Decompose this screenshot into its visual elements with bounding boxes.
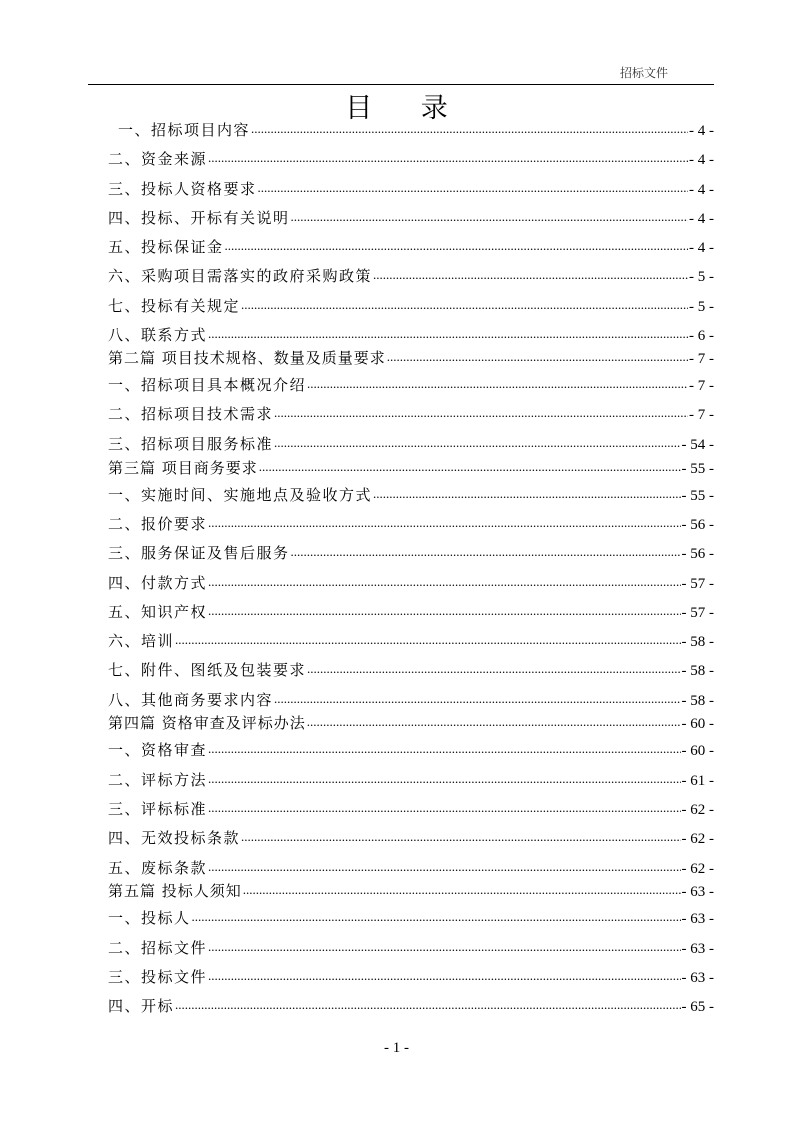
toc-entry-page: - 63 - <box>681 941 714 957</box>
toc-entry-page: - 4 - <box>689 182 714 198</box>
toc-entry-page: - 60 - <box>681 716 714 732</box>
toc-entry-page: - 57 - <box>681 576 714 592</box>
toc-entry-label: 二、评标方法 <box>108 771 208 789</box>
toc-dot-leader <box>208 859 680 875</box>
toc-entry-page: - 56 - <box>681 546 714 562</box>
toc-entry[interactable] <box>108 432 714 454</box>
toc-entry[interactable] <box>108 688 714 710</box>
toc-entry-page: - 63 - <box>681 911 714 927</box>
toc-dot-leader <box>274 435 680 451</box>
toc-entry-page: - 55 - <box>681 488 714 504</box>
toc-entry[interactable] <box>108 738 714 760</box>
toc-entry-page: - 6 - <box>689 328 714 344</box>
toc-entry-label: 五、知识产权 <box>108 603 208 621</box>
toc-entry-label: 四、投标、开标有关说明 <box>108 209 290 227</box>
toc-dot-leader <box>208 515 680 531</box>
toc-entry-label: 二、资金来源 <box>108 150 208 168</box>
toc-entry-label: 第四篇 资格审查及评标办法 <box>108 714 306 732</box>
toc-dot-leader <box>225 238 688 254</box>
toc-entry-page: - 58 - <box>681 693 714 709</box>
toc-entry[interactable] <box>108 402 714 424</box>
toc-entry-label: 一、投标人 <box>108 909 191 927</box>
toc-dot-leader <box>175 632 680 648</box>
toc-dot-leader <box>259 459 681 475</box>
toc-entry-label: 五、投标保证金 <box>108 238 224 256</box>
toc-entry-page: - 7 - <box>689 351 714 367</box>
toc-entry-label: 三、服务保证及售后服务 <box>108 544 290 562</box>
toc-dot-leader <box>175 997 680 1013</box>
toc-entry[interactable] <box>108 294 714 316</box>
toc-entry-page: - 62 - <box>681 831 714 847</box>
toc-dot-leader <box>192 909 681 925</box>
toc-dot-leader <box>373 486 680 502</box>
toc-entry[interactable] <box>108 512 714 534</box>
toc-entry-label: 一、实施时间、实施地点及验收方式 <box>108 486 373 504</box>
toc-entry[interactable] <box>108 994 714 1016</box>
toc-entry-page: - 5 - <box>689 269 714 285</box>
toc-entry-page: - 58 - <box>681 663 714 679</box>
toc-entry-page: - 62 - <box>681 802 714 818</box>
toc-entry-label: 二、招标项目技术需求 <box>108 405 274 423</box>
toc-entry-label: 第五篇 投标人须知 <box>108 882 242 900</box>
toc-entry-label: 三、招标项目服务标准 <box>108 435 274 453</box>
toc-entry-page: - 56 - <box>681 517 714 533</box>
toc-entry-label: 一、资格审查 <box>108 741 208 759</box>
toc-entry[interactable] <box>108 856 714 878</box>
toc-entry-page: - 5 - <box>689 299 714 315</box>
toc-dot-leader <box>208 968 680 984</box>
toc-entry-page: - 55 - <box>681 461 714 477</box>
toc-entry[interactable] <box>108 906 714 928</box>
toc-entry-label: 三、投标文件 <box>108 968 208 986</box>
toc-entry[interactable] <box>108 346 714 368</box>
toc-entry-label: 四、开标 <box>108 997 175 1015</box>
toc-dot-leader <box>243 882 681 898</box>
toc-entry[interactable] <box>108 235 714 257</box>
toc-entry-page: - 57 - <box>681 605 714 621</box>
toc-dot-leader <box>291 209 688 225</box>
toc-entry-page: - 4 - <box>689 123 714 139</box>
running-header-label: 招标文件 <box>620 66 669 80</box>
toc-dot-leader <box>274 405 688 421</box>
toc-entry-label: 八、其他商务要求内容 <box>108 691 274 709</box>
toc-dot-leader <box>208 741 680 757</box>
toc-entry[interactable] <box>108 711 714 733</box>
toc-entry[interactable] <box>108 768 714 790</box>
toc-entry-label: 第二篇 项目技术规格、数量及质量要求 <box>108 349 386 367</box>
toc-entry[interactable] <box>108 629 714 651</box>
toc-entry-page: - 58 - <box>681 634 714 650</box>
toc-entry-page: - 4 - <box>689 152 714 168</box>
toc-entry-page: - 63 - <box>681 970 714 986</box>
toc-entry[interactable] <box>108 206 714 228</box>
toc-dot-leader <box>208 939 680 955</box>
toc-entry[interactable] <box>108 323 714 345</box>
toc-dot-leader <box>208 574 680 590</box>
toc-entry-label: 第三篇 项目商务要求 <box>108 459 258 477</box>
toc-dot-leader <box>241 297 688 313</box>
toc-entry-page: - 60 - <box>681 743 714 759</box>
toc-dot-leader <box>208 800 680 816</box>
toc-entry-label: 三、投标人资格要求 <box>108 180 257 198</box>
toc-dot-leader <box>251 121 688 137</box>
toc-dot-leader <box>274 691 680 707</box>
toc-dot-leader <box>291 544 681 560</box>
toc-entry[interactable] <box>108 177 714 199</box>
toc-entry-label: 七、附件、图纸及包装要求 <box>108 661 307 679</box>
toc-entry-label: 二、报价要求 <box>108 515 208 533</box>
toc-entry-page: - 62 - <box>681 861 714 877</box>
toc-entry[interactable] <box>108 264 714 286</box>
toc-entry-page: - 7 - <box>689 378 714 394</box>
toc-entry[interactable] <box>108 658 714 680</box>
toc-entry[interactable] <box>118 118 714 140</box>
toc-entry-label: 一、招标项目内容 <box>118 121 251 139</box>
toc-dot-leader <box>241 829 680 845</box>
toc-entry-label: 四、无效投标条款 <box>108 829 241 847</box>
toc-entry-page: - 7 - <box>689 407 714 423</box>
toc-entry-label: 一、招标项目具本概况介绍 <box>108 376 307 394</box>
toc-entry-page: - 63 - <box>681 884 714 900</box>
toc-entry-label: 七、投标有关规定 <box>108 297 241 315</box>
toc-entry[interactable] <box>108 936 714 958</box>
toc-dot-leader <box>307 376 688 392</box>
toc-entry[interactable] <box>108 483 714 505</box>
toc-entry-label: 二、招标文件 <box>108 939 208 957</box>
toc-dot-leader <box>307 661 680 677</box>
toc-entry-page: - 4 - <box>689 211 714 227</box>
page-number: - 1 - <box>384 1040 409 1056</box>
toc-entry[interactable] <box>108 797 714 819</box>
toc-entry-page: - 54 - <box>681 437 714 453</box>
toc-entry-label: 六、采购项目需落实的政府采购政策 <box>108 267 373 285</box>
toc-entry[interactable] <box>108 600 714 622</box>
toc-entry[interactable] <box>108 373 714 395</box>
toc-title: 目 录 <box>345 93 468 124</box>
table-of-contents <box>108 0 714 1122</box>
toc-dot-leader <box>208 603 680 619</box>
toc-entry[interactable] <box>108 541 714 563</box>
toc-dot-leader <box>258 180 688 196</box>
toc-entry-label: 六、培训 <box>108 632 175 650</box>
toc-entry-label: 八、联系方式 <box>108 326 208 344</box>
toc-entry[interactable] <box>108 826 714 848</box>
toc-entry[interactable] <box>108 571 714 593</box>
toc-entry[interactable] <box>108 879 714 901</box>
toc-entry-label: 五、废标条款 <box>108 859 208 877</box>
toc-dot-leader <box>208 326 688 342</box>
toc-dot-leader <box>208 771 680 787</box>
toc-entry[interactable] <box>108 965 714 987</box>
toc-dot-leader <box>208 150 688 166</box>
toc-dot-leader <box>387 349 688 365</box>
toc-entry-page: - 65 - <box>681 999 714 1015</box>
toc-dot-leader <box>307 714 681 730</box>
toc-entry-page: - 61 - <box>681 773 714 789</box>
toc-entry-label: 三、评标标准 <box>108 800 208 818</box>
toc-dot-leader <box>373 267 688 283</box>
toc-entry-label: 四、付款方式 <box>108 574 208 592</box>
toc-entry[interactable] <box>108 147 714 169</box>
toc-entry[interactable] <box>108 456 714 478</box>
toc-entry-page: - 4 - <box>689 240 714 256</box>
